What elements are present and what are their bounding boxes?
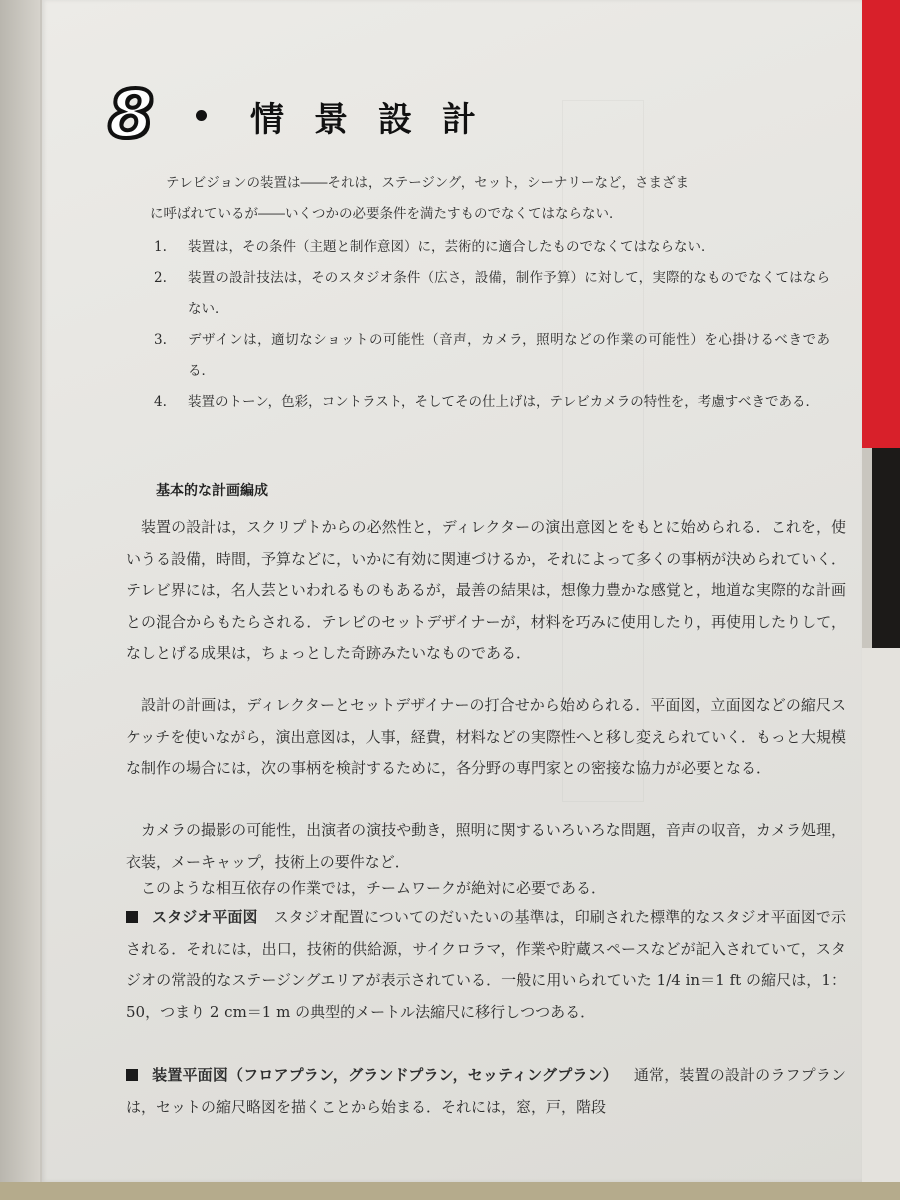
subsection-text: スタジオ配置についてのだいたいの基準は，印刷された標準的なスタジオ平面図で示される．それには，出口，技術的供給源，サイクロラマ，作業や貯蔵スペースなどが記入されていて，スタジオの常設的なステージングエリアが表示されている．一般に用いられていた 1/4 in＝1 ft の縮尺は，1：50，つまり 2 cm＝1 m の典型的メートル法縮尺に移行しつつある． (126, 908, 846, 1021)
square-bullet-icon (126, 1069, 138, 1081)
requirements-list (150, 232, 830, 418)
subsection-title: 装置平面図（フロアプラン，グランドプラン，セッティングプラン） (152, 1066, 618, 1084)
chapter-number: 8 (108, 76, 154, 153)
body-paragraph-3 (126, 815, 846, 878)
subsection-paragraph (126, 902, 846, 1028)
subsection-floor-plan (126, 1060, 846, 1123)
body-paragraph-4 (126, 873, 846, 905)
list-item (150, 325, 830, 387)
list-number: 3. (154, 332, 167, 348)
subsection-text: 通常，装置の設計のラフプランは，セットの縮尺略図を描くことから始まる．それには，窓，戸，階段 (126, 1066, 846, 1116)
paragraph-text: カメラの撮影の可能性，出演者の演技や動き，照明に関するいろいろな問題，音声の収音，カメラ処理，衣装，メーキャップ，技術上の要件など． (126, 821, 846, 871)
list-text: 装置のトーン，色彩，コントラスト，そしてその仕上げは，テレビカメラの特性を，考慮すべきである． (188, 394, 819, 410)
square-bullet-icon (126, 911, 138, 923)
intro-line-1: テレビジョンの装置は――それは，ステージング，セット，シーナリーなど，さまざま (166, 175, 690, 191)
subsection-studio-plan (126, 902, 846, 1028)
paragraph-text: このような相互依存の作業では，チームワークが絶対に必要である． (141, 879, 607, 897)
body-paragraph-2 (126, 690, 846, 785)
list-item (150, 387, 830, 418)
subsection-title: スタジオ平面図 (152, 908, 258, 926)
table-edge (0, 1182, 900, 1200)
black-book-cover-edge (872, 448, 900, 648)
list-item (150, 232, 830, 263)
intro-line-2: に呼ばれているが――いくつかの必要条件を満たすものでなくてはならない． (150, 206, 623, 222)
list-text: 装置の設計技法は，そのスタジオ条件（広さ，設備，制作予算）に対して，実際的なものでなくてはならない． (188, 270, 830, 317)
section-heading: 基本的な計画編成 (156, 483, 268, 499)
paragraph-text: 装置の設計は，スクリプトからの必然性と，ディレクターの演出意図とをもとに始められる．これを，使いうる設備，時間，予算などに，いかに有効に関連づけるか，それによって多くの事柄が決められていく．テレビ界には，名人芸といわれるものもあるが，最善の結果は，想像力豊かな感覚と，地道な実際的な計画との混合からもたらされる．テレビのセットデザイナーが，材料を巧みに使用したり，再使用したりして，なしとげる成果は，ちょっとした奇跡みたいなものである． (126, 518, 846, 663)
list-text: デザインは，適切なショットの可能性（音声，カメラ，照明などの作業の可能性）を心掛けるべきである． (188, 332, 830, 379)
paragraph-text: 設計の計画は，ディレクターとセットデザイナーの打合せから始められる．平面図，立面図などの縮尺スケッチを使いながら，演出意図は，人事，経費，材料などの実際性へと移し変えられていく．もっと大規模な制作の場合には，次の事柄を検討するために，各分野の専門家との密接な協力が必要となる． (126, 696, 846, 778)
intro-paragraph-continued (150, 199, 830, 230)
chapter-dot (196, 110, 207, 121)
list-item (150, 263, 830, 325)
subsection-paragraph (126, 1060, 846, 1123)
red-book-cover-edge (862, 0, 900, 448)
chapter-title: 情景設計 (250, 100, 506, 140)
body-paragraph-1 (126, 512, 846, 670)
list-number: 4. (154, 394, 167, 410)
list-number: 1. (154, 239, 167, 255)
book-page (42, 0, 862, 1182)
intro-paragraph (166, 168, 826, 199)
list-text: 装置は，その条件（主題と制作意図）に，芸術的に適合したものでなくてはならない． (188, 239, 715, 255)
list-number: 2. (154, 270, 167, 286)
adjacent-page-edge (862, 648, 900, 1200)
table-surface (0, 0, 40, 1200)
